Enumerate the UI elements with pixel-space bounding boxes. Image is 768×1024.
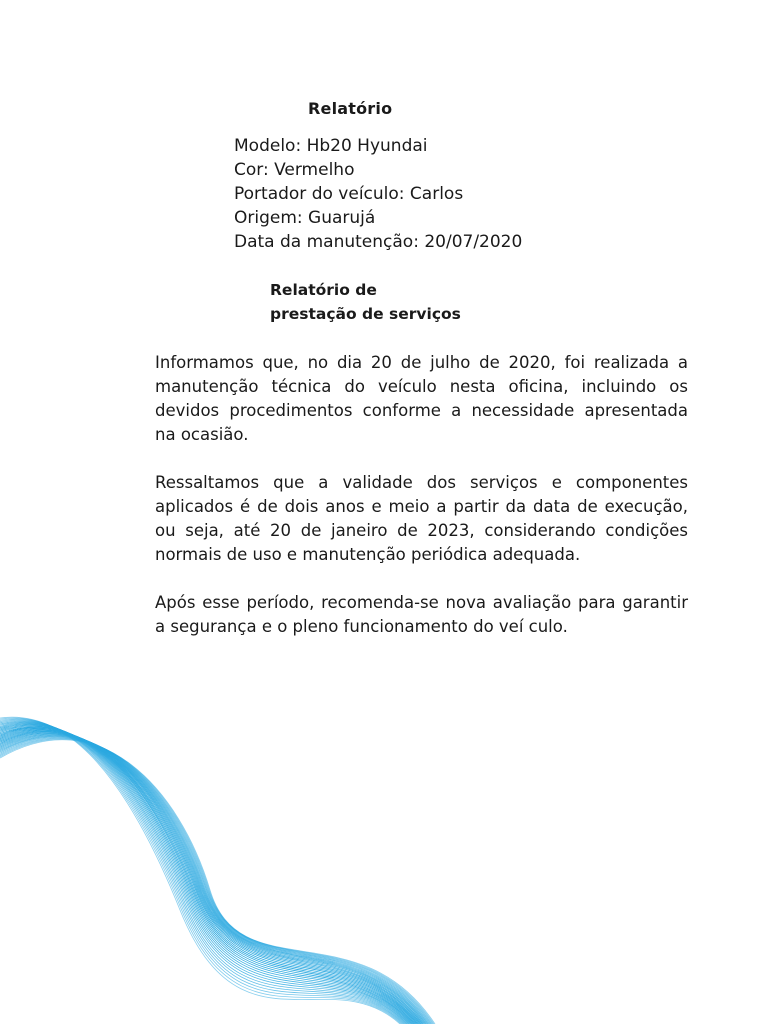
subtitle-line-1: Relatório de — [270, 281, 377, 299]
paragraph-intro: Informamos que, no dia 20 de julho de 2020, foi realizada a manutenção técnica do veículo nesta oficina, incluindo os devidos procedimentos conforme a necessidade apresentada na ocasião. — [155, 353, 688, 444]
wave-line — [0, 737, 431, 1024]
wave-line — [0, 727, 414, 1024]
vehicle-owner-line: Portador do veículo: Carlos — [234, 184, 464, 204]
vehicle-info-block — [234, 134, 522, 254]
wave-line — [0, 726, 413, 1024]
wave-line — [0, 736, 430, 1024]
wave-line — [0, 731, 420, 1024]
subtitle-line-2: prestação de serviços — [270, 305, 461, 323]
vehicle-model-line: Modelo: Hb20 Hyundai — [234, 136, 428, 156]
paragraph-validity: Ressaltamos que a validade dos serviços e componentes aplicados é de dois anos e meio a partir da data de execução, ou seja, até 20 de janeiro de 2023, considerando condições normais de uso e manutenção periódica adequada. — [155, 473, 688, 564]
vehicle-color-line: Cor: Vermelho — [234, 160, 355, 180]
wave-line — [0, 727, 415, 1024]
paragraph-recommendation: Após esse período, recomenda-se nova avaliação para garantir a segurança e o pleno funcionamento do veí culo. — [155, 593, 688, 636]
maintenance-date-line: Data da manutenção: 20/07/2020 — [234, 232, 523, 252]
wave-line — [0, 731, 421, 1024]
wave-line — [0, 729, 418, 1024]
vehicle-origin-line: Origem: Guarujá — [234, 208, 376, 228]
section-subtitle — [270, 278, 461, 326]
wave-line — [0, 734, 426, 1024]
blue-line-wave-decoration — [0, 700, 768, 1024]
document-title: Relatório — [308, 99, 393, 118]
wave-line — [0, 739, 434, 1024]
